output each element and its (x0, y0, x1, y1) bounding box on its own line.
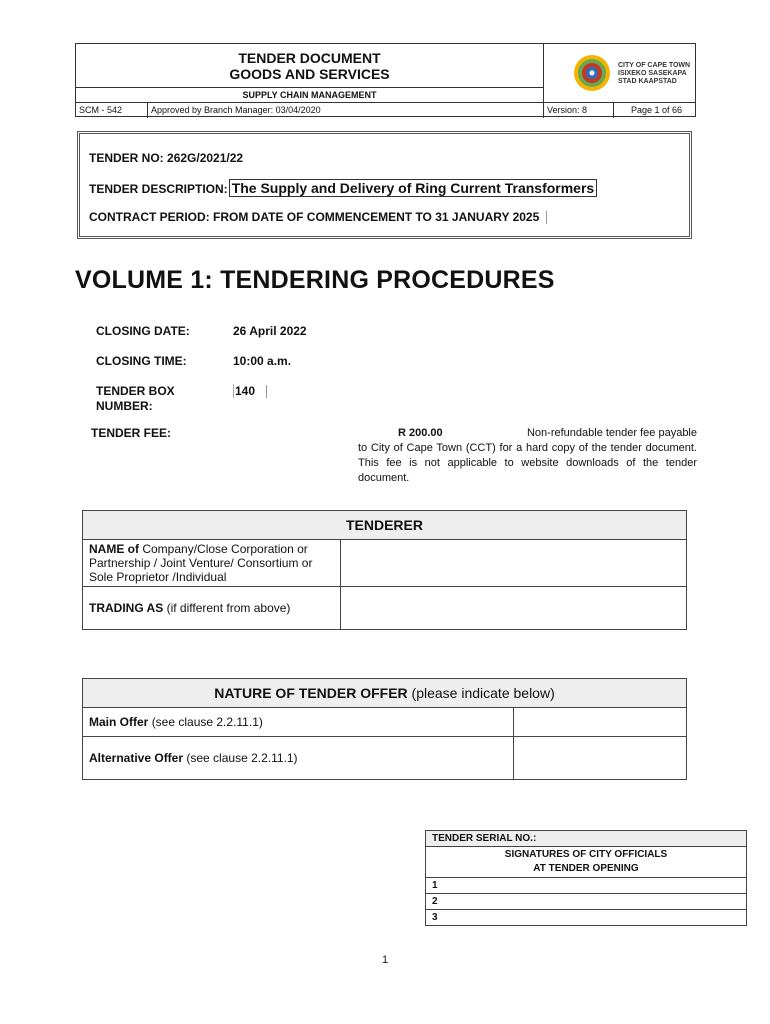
offer-table (82, 678, 687, 780)
tenderer-name-label-bold: NAME of (89, 542, 139, 556)
tender-serial-label: TENDER SERIAL NO.: (426, 831, 747, 847)
contract-period-label: CONTRACT PERIOD: (89, 210, 210, 224)
tender-fee-note-1: Non-refundable tender fee payable (526, 427, 697, 439)
trading-as-label-bold: TRADING AS (89, 601, 164, 615)
signatures-heading-line1: SIGNATURES OF CITY OFFICIALS (504, 849, 668, 860)
alternative-offer-label (83, 737, 514, 780)
header-meta-row (76, 102, 695, 118)
closing-time: 10:00 a.m. (233, 354, 292, 368)
text-cursor-mark (266, 385, 267, 398)
contract-period-line (89, 210, 547, 224)
tender-description: The Supply and Delivery of Ring Current Transformers (229, 179, 598, 197)
alternative-offer-label-bold: Alternative Offer (89, 751, 184, 765)
form-code: SCM - 542 (76, 103, 148, 118)
tenderer-heading: TENDERER (83, 511, 687, 540)
tender-number-line (89, 151, 243, 165)
page-number: 1 (381, 954, 389, 966)
header-title-line1: TENDER DOCUMENT (238, 50, 381, 66)
signature-row-1[interactable]: 1 (426, 878, 747, 894)
tender-description-label: TENDER DESCRIPTION: (89, 182, 228, 196)
main-offer-field[interactable] (514, 708, 687, 737)
tenderer-name-field[interactable] (341, 540, 687, 587)
tender-box-label-line2: NUMBER: (96, 399, 153, 413)
trading-as-label-rest: (if different from above) (166, 601, 291, 615)
text-cursor-mark (546, 211, 547, 224)
offer-heading-bold: NATURE OF TENDER OFFER (214, 685, 408, 701)
header-title-line2: GOODS AND SERVICES (229, 66, 390, 82)
closing-date-label: CLOSING DATE: (96, 324, 190, 338)
tender-description-line (89, 179, 597, 197)
alternative-offer-field[interactable] (514, 737, 687, 780)
tenderer-table (82, 510, 687, 630)
signatures-heading-line2: AT TENDER OPENING (533, 863, 639, 874)
offer-heading-rest: (please indicate below) (411, 685, 555, 701)
closing-time-label: CLOSING TIME: (96, 354, 187, 368)
tender-box-label-line1: TENDER BOX (96, 384, 175, 398)
contract-period: FROM DATE OF COMMENCEMENT TO 31 JANUARY 2025 (213, 210, 540, 224)
alternative-offer-label-rest: (see clause 2.2.11.1) (186, 751, 298, 765)
closing-date: 26 April 2022 (233, 324, 307, 338)
tender-fee-text (358, 426, 697, 486)
tender-fee-amount: R 200.00 (398, 427, 443, 439)
signatures-heading (426, 847, 747, 878)
city-seal-icon (572, 53, 612, 93)
tenderer-name-label-rest: Company/Close Corporation or Partnership / Joint Venture/ Consortium or Sole Proprietor /Individual (89, 542, 313, 584)
main-offer-label (83, 708, 514, 737)
tender-fee-label: TENDER FEE: (91, 426, 172, 440)
logo-text-3: STAD KAAPSTAD (618, 78, 677, 85)
tender-info-box (77, 131, 692, 239)
approval-text: Approved by Branch Manager: 03/04/2020 (148, 103, 544, 118)
header-department: SUPPLY CHAIN MANAGEMENT (76, 87, 543, 100)
tender-box-number (233, 384, 267, 398)
main-offer-label-bold: Main Offer (89, 715, 149, 729)
trading-as-label (83, 587, 341, 630)
trading-as-field[interactable] (341, 587, 687, 630)
document-header (75, 43, 696, 117)
version-text: Version: 8 (544, 103, 614, 118)
volume-title: VOLUME 1: TENDERING PROCEDURES (75, 266, 555, 294)
serial-signature-table (425, 830, 747, 926)
header-title-block (76, 44, 544, 102)
logo-text-2: ISIXEKO SASEKAPA (618, 70, 687, 77)
tender-box-label (96, 384, 175, 414)
page-count: Page 1 of 66 (630, 105, 683, 115)
offer-heading (83, 679, 687, 708)
signature-row-2[interactable]: 2 (426, 894, 747, 910)
signature-row-3[interactable]: 3 (426, 910, 747, 926)
tender-number: 262G/2021/22 (167, 151, 244, 165)
logo-text-1: CITY OF CAPE TOWN (618, 62, 691, 69)
tender-number-label: TENDER NO: (89, 151, 164, 165)
main-offer-label-rest: (see clause 2.2.11.1) (151, 715, 263, 729)
city-logo (544, 44, 696, 102)
tenderer-name-label (83, 540, 341, 587)
tender-box-value: 140 (235, 384, 256, 398)
tender-fee-note-2: to City of Cape Town (CCT) for a hard copy of the tender document. This fee is not applicable to website downloads of the tender document. (358, 442, 697, 484)
